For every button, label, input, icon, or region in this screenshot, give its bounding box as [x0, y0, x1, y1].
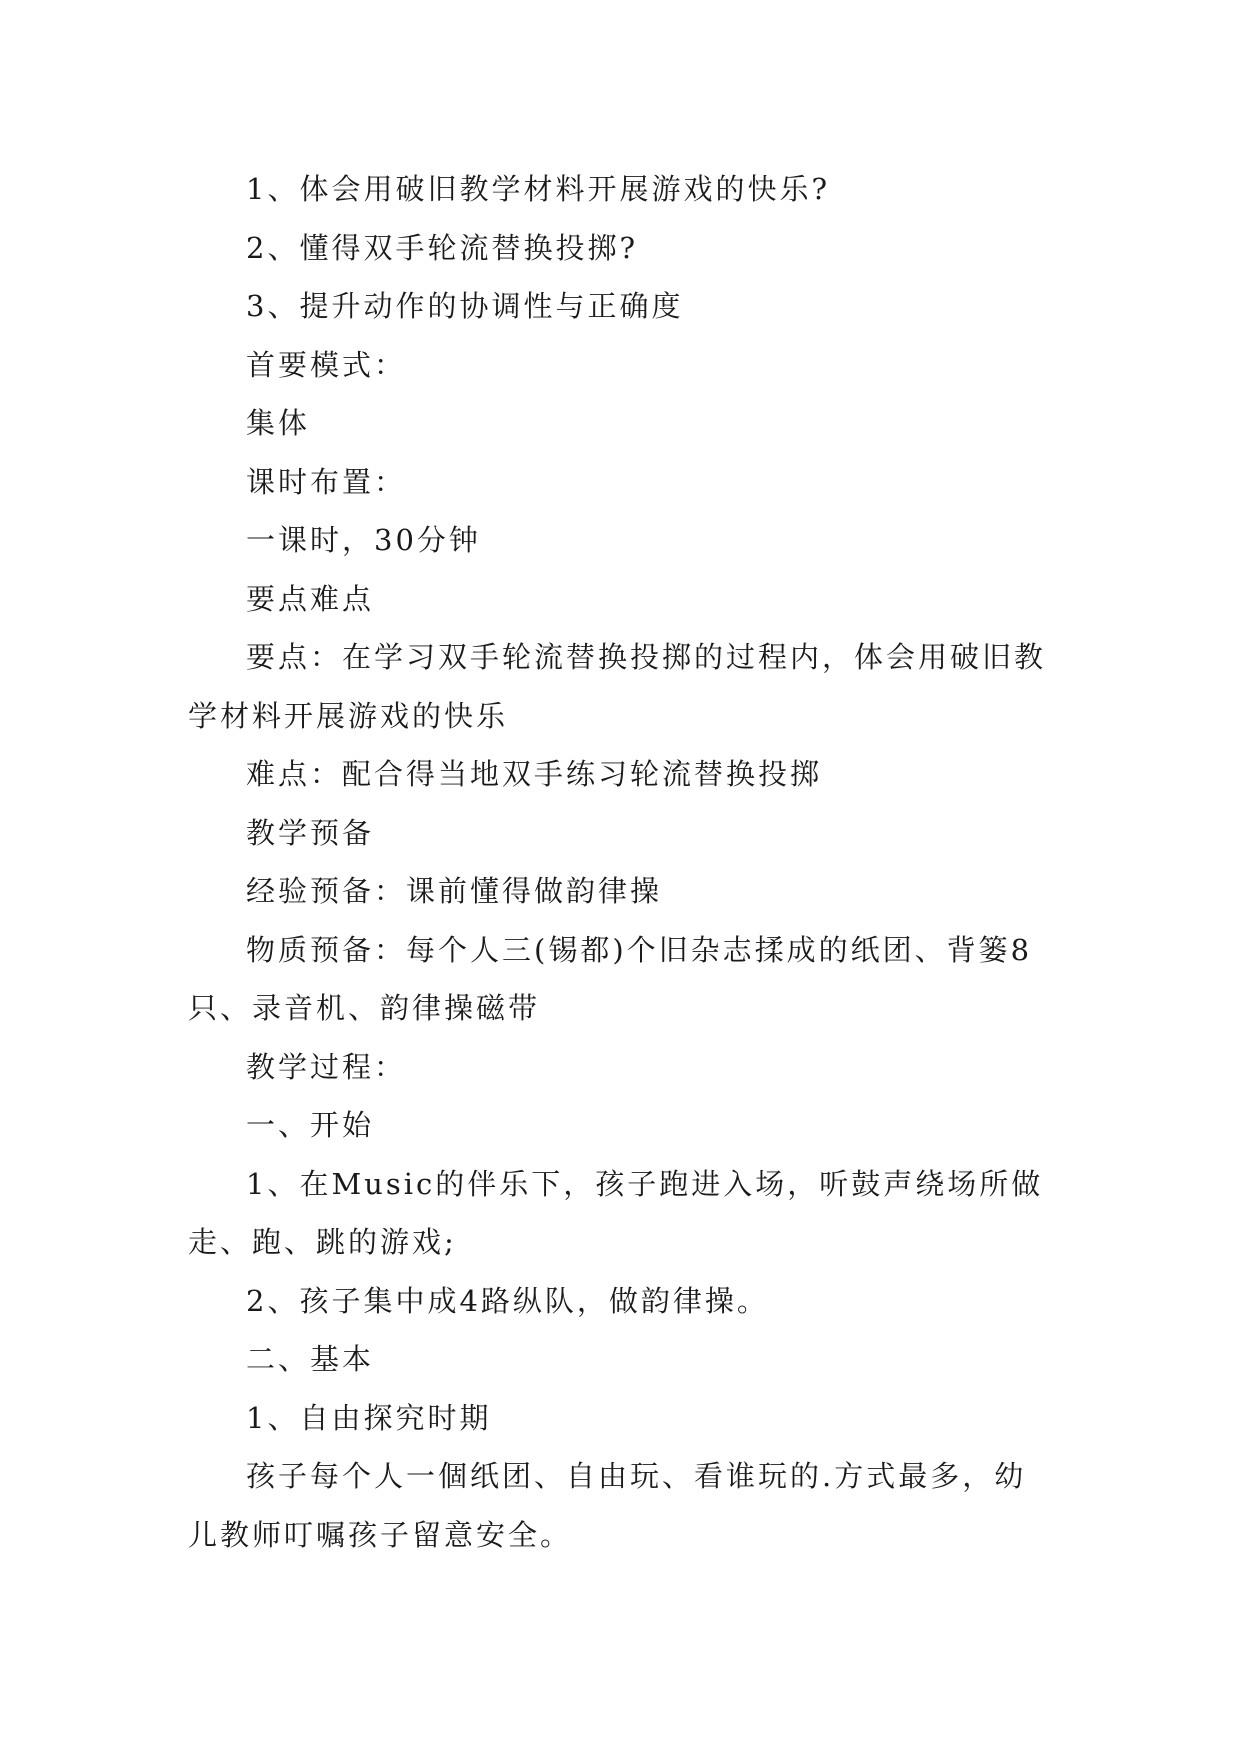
paragraph-preparation-heading: 教学预备 [246, 815, 375, 850]
paragraph-keypoints-heading: 要点难点 [246, 581, 375, 616]
document-body [188, 160, 1048, 1564]
paragraph-experience-prep: 经验预备：课前懂得做韵律操 [246, 874, 663, 908]
paragraph-keypoint: 要点：在学习双手轮流替换投掷的过程内，体会用破旧教学材料开展游戏的快乐 [188, 640, 1047, 733]
paragraph-basic-step-1: 1、自由探究时期 [246, 1400, 492, 1435]
paragraph-section-basic: 二、基本 [246, 1342, 375, 1376]
paragraph-free-play: 孩子每个人一個纸团、自由玩、看谁玩的.方式最多，幼儿教师叮嘱孩子留意安全。 [188, 1459, 1027, 1552]
paragraph-schedule-value: 一课时，30分钟 [246, 523, 481, 557]
paragraph-process-heading: 教学过程： [246, 1049, 407, 1084]
paragraph-start-step-2: 2、孩子集中成4路纵队，做韵律操。 [246, 1283, 769, 1318]
paragraph-start-step-1: 1、在Music的伴乐下，孩子跑进入场，听鼓声绕场所做走、跑、跳的游戏; [188, 1166, 1044, 1259]
paragraph-material-prep: 物质预备：每个人三(锡都)个旧杂志揉成的纸团、背篓8只、录音机、韵律操磁带 [188, 932, 1033, 1025]
paragraph-goal-2: 2、懂得双手轮流替换投掷? [246, 230, 638, 265]
paragraph-section-start: 一、开始 [246, 1108, 375, 1142]
paragraph-difficulty: 难点：配合得当地双手练习轮流替换投掷 [246, 757, 823, 791]
paragraph-schedule-heading: 课时布置： [246, 464, 407, 499]
paragraph-mode-heading: 首要模式： [246, 347, 407, 382]
paragraph-mode-value: 集体 [246, 406, 311, 440]
paragraph-goal-3: 3、提升动作的协调性与正确度 [246, 289, 684, 323]
paragraph-goal-1: 1、体会用破旧教学材料开展游戏的快乐? [246, 172, 830, 206]
